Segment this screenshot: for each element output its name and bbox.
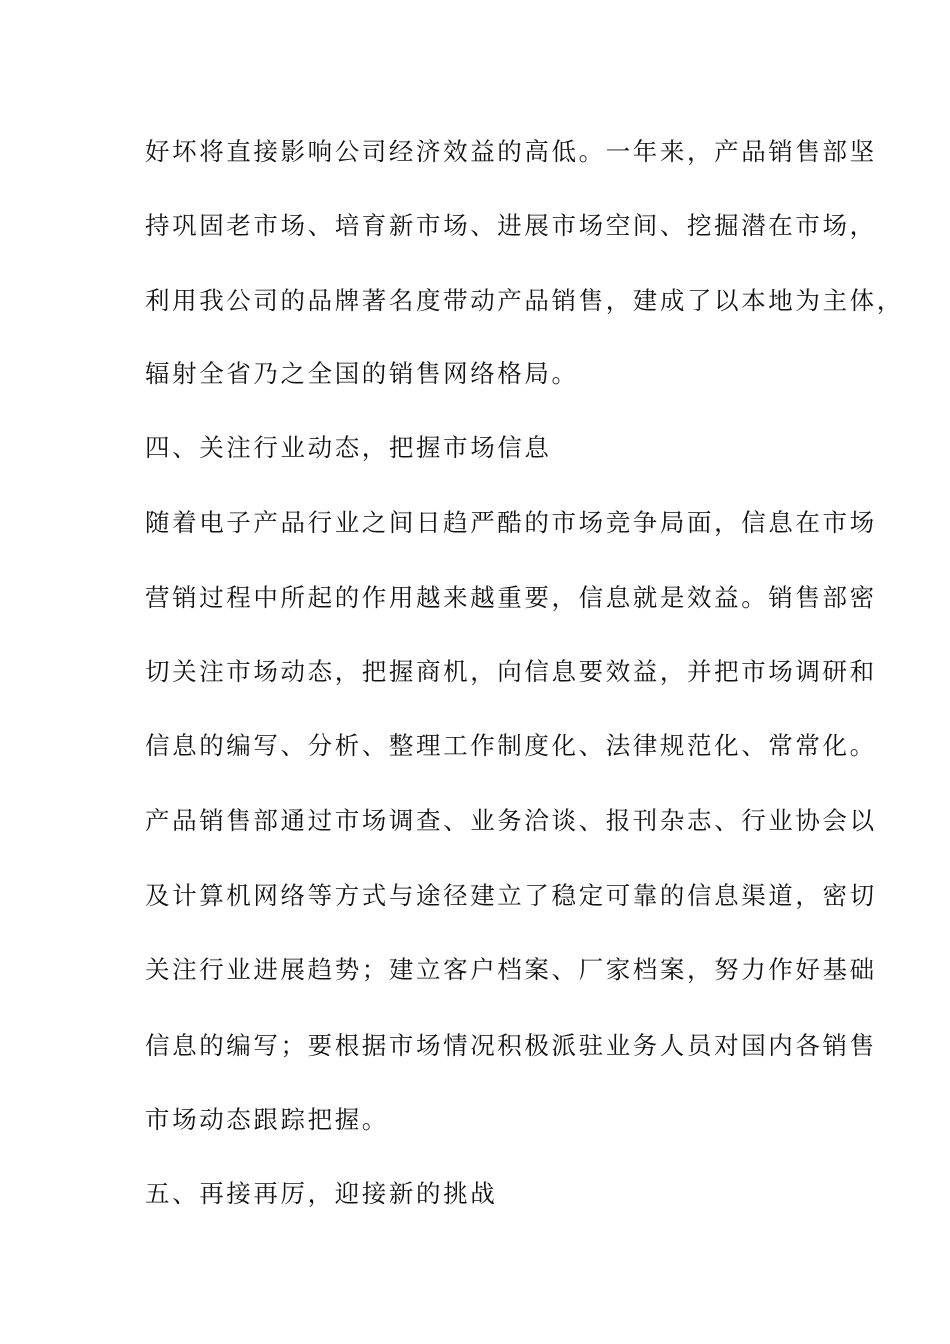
paragraph-line: 营销过程中所起的作用越来越重要，信息就是效益。销售部密 bbox=[145, 583, 877, 612]
paragraph-line: 关注行业进展趋势；建立客户档案、厂家档案，努力作好基础 bbox=[145, 955, 877, 984]
paragraph-line: 持巩固老市场、培育新市场、进展市场空间、挖掘潜在市场， bbox=[145, 211, 877, 240]
paragraph-line: 利用我公司的品牌著名度带动产品销售，建成了以本地为主体， bbox=[145, 286, 904, 315]
paragraph-line: 好坏将直接影响公司经济效益的高低。一年来，产品销售部坚 bbox=[145, 137, 877, 166]
paragraph-line: 信息的编写；要根据市场情况积极派驻业务人员对国内各销售 bbox=[145, 1031, 877, 1060]
paragraph-line: 产品销售部通过市场调查、业务洽谈、报刊杂志、行业协会以 bbox=[145, 806, 877, 835]
paragraph-line: 辐射全省乃之全国的销售网络格局。 bbox=[145, 359, 579, 388]
section-heading: 五、再接再厉，迎接新的挑战 bbox=[145, 1179, 498, 1208]
paragraph-line: 信息的编写、分析、整理工作制度化、法律规范化、常常化。 bbox=[145, 731, 877, 760]
paragraph-line: 切关注市场动态，把握商机，向信息要效益，并把市场调研和 bbox=[145, 657, 877, 686]
paragraph-line: 市场动态跟踪把握。 bbox=[145, 1105, 389, 1134]
section-heading: 四、关注行业动态，把握市场信息 bbox=[145, 433, 552, 462]
paragraph-line: 及计算机网络等方式与途径建立了稳定可靠的信息渠道，密切 bbox=[145, 881, 877, 910]
paragraph-line: 随着电子产品行业之间日趋严酷的市场竞争局面，信息在市场 bbox=[145, 508, 877, 537]
